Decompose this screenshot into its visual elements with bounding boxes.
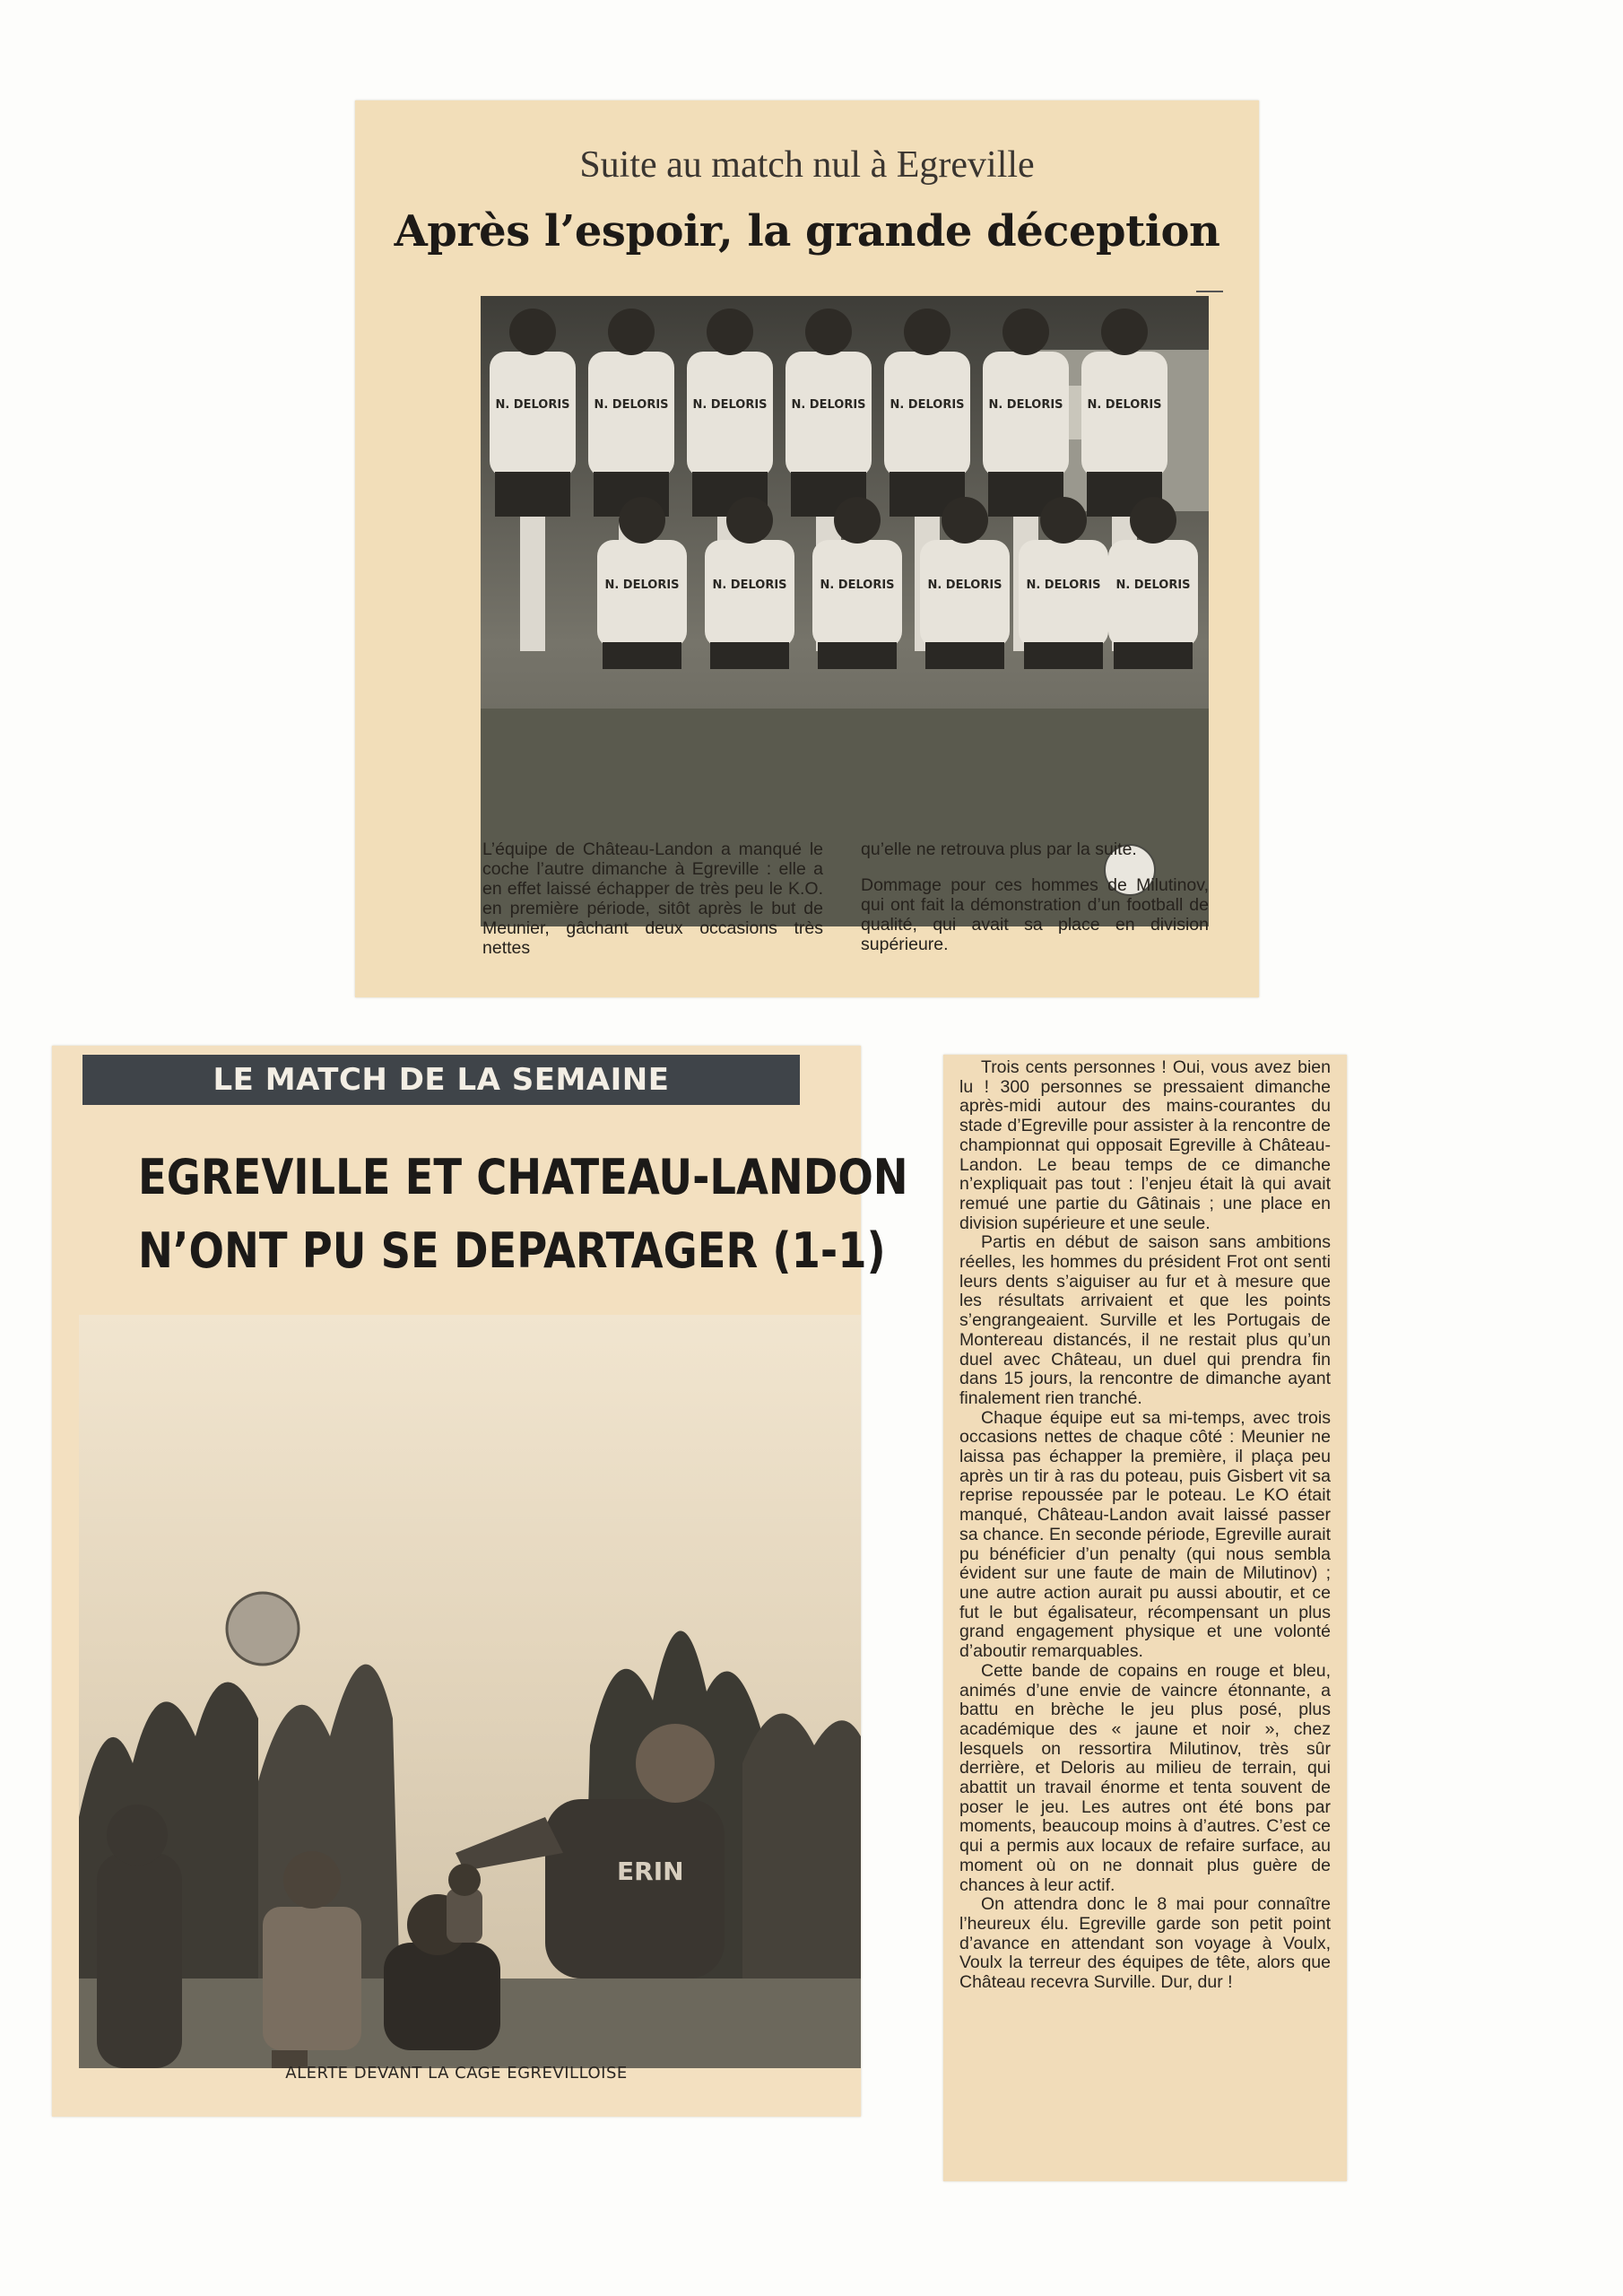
shirt-sponsor-text: N. DELORIS <box>890 398 965 412</box>
article-title-line-1: EGREVILLE ET CHATEAU-LANDON <box>138 1149 908 1205</box>
shirt-sponsor-text: N. DELORIS <box>495 398 570 412</box>
shirt-sponsor-text: N. DELORIS <box>791 398 866 412</box>
shirt-sponsor-text: N. DELORIS <box>594 398 669 412</box>
match-photo-illustration <box>79 1315 861 2068</box>
article-clipping-team-photo <box>355 100 1259 997</box>
match-report-body <box>959 1058 1331 1993</box>
keeper-shirt-text: ERIN <box>617 1857 684 1886</box>
team-photo <box>481 296 1209 926</box>
match-photo <box>79 1315 861 2068</box>
shirt-sponsor-text: N. DELORIS <box>927 578 1002 592</box>
shirt-sponsor-text: N. DELORIS <box>1026 578 1101 592</box>
article-headline: Après l’espoir, la grande déception <box>394 206 1220 257</box>
section-banner: LE MATCH DE LA SEMAINE <box>82 1055 800 1105</box>
shirt-sponsor-text: N. DELORIS <box>988 398 1063 412</box>
shirt-sponsor-text: N. DELORIS <box>604 578 680 592</box>
article-text-col1: L’équipe de Château-Landon a manqué le coche l’autre dimanche à Egreville : elle a en effet laissé échapper de très peu le K.O. en première période, sitôt après le but de Meunier, gâchant deux occasions très nettes <box>482 839 823 958</box>
article-clipping-match-report <box>943 1055 1347 2181</box>
article-title-line-2: N’ONT PU SE DEPARTAGER (1-1) <box>138 1222 886 1279</box>
report-paragraph: Chaque équipe eut sa mi-temps, avec trois occasions nettes de chaque côté : Meunier ne laissa pas échapper la première, il plaça peu après un tir à ras du poteau, puis Gisbert vit sa reprise repoussée par le poteau. Le KO était manqué, Château-Landon avait laissé passer sa chance. En seconde période, Egreville aurait pu bénéficier d’un penalty (qui nous sembla évident sur une faute de main de Milutinov) ; une autre action aurait pu aussi aboutir, et ce fut le but égalisateur, récompensant un plus grand engagement physique et une volonté d’aboutir remarquables. <box>959 1407 1331 1662</box>
report-paragraph: Cette bande de copains en rouge et bleu, animés d’une envie de vaincre étonnante, a battu en brèche le jeu plus posé, plus académique des « jaune et noir », chez lesquels on ressortira Milutinov, très sûr derrière, et Deloris au milieu de terrain, qui abattit un travail énorme et tenta souvent de poser le jeu. Les autres ont été bons par moments, beaucoup moins à d’autres. C’est ce qui a permis aux locaux de refaire surface, au moment où on ne donnait plus guère de chances à leur actif. <box>959 1660 1331 1895</box>
team-photo-illustration <box>481 296 1209 926</box>
photo-caption: ALERTE DEVANT LA CAGE EGREVILLOISE <box>285 2064 628 2083</box>
article-column-2 <box>861 839 1209 954</box>
article-text-col2-p1: qu’elle ne retrouva plus par la suite. <box>861 839 1137 859</box>
rule-divider <box>1196 291 1223 292</box>
article-clipping-match-photo <box>52 1046 908 2117</box>
shirt-sponsor-text: N. DELORIS <box>712 578 787 592</box>
article-title <box>138 1141 908 1288</box>
article-kicker: Suite au match nul à Egreville <box>579 144 1035 186</box>
report-paragraph: Trois cents personnes ! Oui, vous avez bien lu ! 300 personnes se pressaient dimanche après-midi autour des mains-courantes du stade d’Egreville pour assister à la rencontre de championnat qui opposait Egreville à Château-Landon. Le beau temps de ce dimanche n’expliquait pas tout : l’enjeu était là qui avait remué une partie du Gâtinais ; une place en division supérieure et une seule. <box>959 1057 1331 1233</box>
report-paragraph: On attendra donc le 8 mai pour connaître l’heureux élu. Egreville garde son petit point d’avance en attendant son voyage à Voulx, Voulx la terreur des équipes de tête, alors que Château recevra Surville. Dur, dur ! <box>959 1894 1331 1993</box>
article-column-1 <box>482 839 823 958</box>
article-text-col2-p2: Dommage pour ces hommes de Milutinov, qui ont fait la démonstration d’un football de qualité, qui avait sa place en division supérieure. <box>861 875 1209 954</box>
report-paragraph: Partis en début de saison sans ambitions réelles, les hommes du président Frot ont senti leurs dents s’aiguiser au fur et à mesure que les résultats arrivaient et que les points s’engrangeaient. Surville et les Portugais de Montereau distancés, il ne restait plus qu’un duel avec Château, un duel qui prendra fin dans 15 jours, la rencontre de dimanche ayant finalement rien tranché. <box>959 1232 1331 1408</box>
shirt-sponsor-text: N. DELORIS <box>820 578 895 592</box>
shirt-sponsor-text: N. DELORIS <box>692 398 768 412</box>
shirt-sponsor-text: N. DELORIS <box>1115 578 1191 592</box>
shirt-sponsor-text: N. DELORIS <box>1087 398 1162 412</box>
